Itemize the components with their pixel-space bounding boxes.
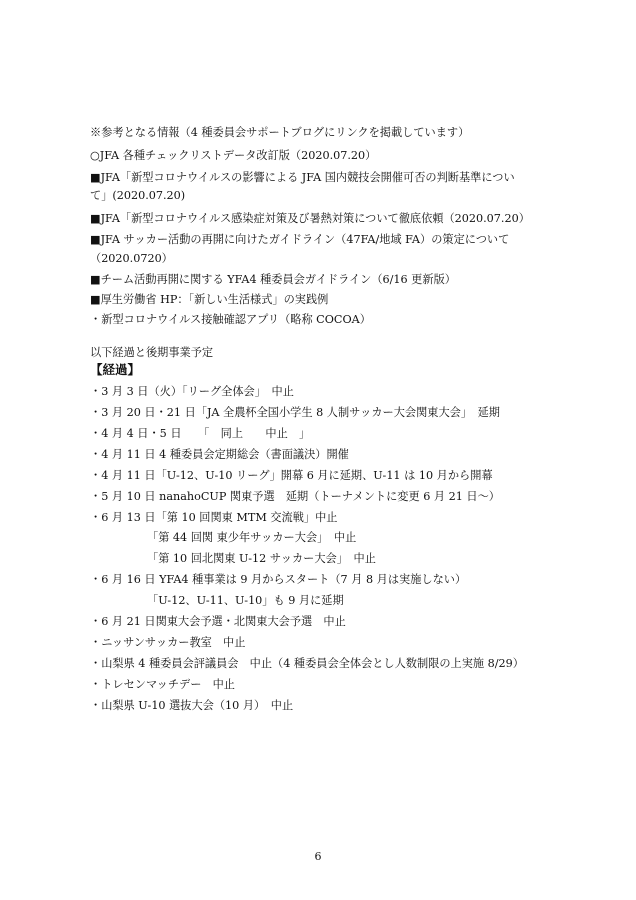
reference-item: ・新型コロナウイルス接触確認アプリ（略称 COCOA）	[90, 313, 371, 326]
reference-item: ■JFA「新型コロナウイルスの影響による JFA 国内競技会開催可否の判断基準につい	[90, 171, 515, 184]
reference-item: （2020.0720）	[90, 252, 173, 265]
schedule-item: ・4 月 4 日・5 日 「 同上 中止 」	[90, 427, 311, 440]
schedule-item: ・ニッサンサッカー教室 中止	[90, 636, 246, 649]
schedule-item: ・トレセンマッチデー 中止	[90, 678, 235, 691]
schedule-item: ・6 月 21 日関東大会予選・北関東大会予選 中止	[90, 615, 346, 628]
schedule-item: ・4 月 11 日「U-12、U-10 リーグ」開幕 6 月に延期、U-11 は 10 月から開幕	[90, 469, 493, 482]
reference-item: ■JFA サッカー活動の再開に向けたガイドライン（47FA/地域 FA）の策定について	[90, 233, 510, 246]
schedule-item: ・3 月 3 日（火）「リーグ全体会」 中止	[90, 385, 294, 398]
schedule-intro: 以下経過と後期事業予定	[90, 346, 214, 359]
schedule-item: ・4 月 11 日 4 種委員会定期総会（書面議決）開催	[90, 448, 349, 461]
schedule-item: ・3 月 20 日・21 日「JA 全農杯全国小学生 8 人制サッカー大会関東大会」 延期	[90, 406, 500, 419]
reference-heading: ※参考となる情報（4 種委員会サポートブログにリンクを掲載しています）	[90, 126, 470, 139]
schedule-item: ・6 月 13 日「第 10 回関東 MTM 交流戦」中止	[90, 511, 338, 524]
schedule-item: ・山梨県 U-10 選抜大会（10 月） 中止	[90, 699, 294, 712]
reference-item: て」(2020.07.20)	[90, 189, 186, 202]
reference-item: ■チーム活動再開に関する YFA4 種委員会ガイドライン（6/16 更新版）	[90, 273, 456, 286]
schedule-item: 「第 44 回関 東少年サッカー大会」 中止	[147, 531, 357, 544]
reference-item: ○JFA 各種チェックリストデータ改訂版（2020.07.20）	[90, 149, 377, 162]
schedule-item: ・6 月 16 日 YFA4 種事業は 9 月からスタート（7 月 8 月は実施しない）	[90, 573, 467, 586]
schedule-item: 「第 10 回北関東 U-12 サッカー大会」 中止	[147, 552, 376, 565]
page-number: 6	[314, 850, 322, 863]
schedule-item: ・山梨県 4 種委員会評議員会 中止（4 種委員会全体会とし人数制限の上実施 8/29）	[90, 657, 524, 670]
schedule-item: ・5 月 10 日 nanahoCUP 関東予選 延期（トーナメントに変更 6 月 21 日～）	[90, 490, 500, 503]
schedule-heading: 【経過】	[90, 362, 141, 377]
reference-item: ■厚生労働省 HP：「新しい生活様式」の実践例	[90, 293, 329, 306]
schedule-item: 「U-12、U-11、U-10」も 9 月に延期	[147, 594, 344, 607]
reference-item: ■JFA「新型コロナウイルス感染症対策及び暑熱対策について徹底依頼（2020.07.20）	[90, 212, 530, 225]
